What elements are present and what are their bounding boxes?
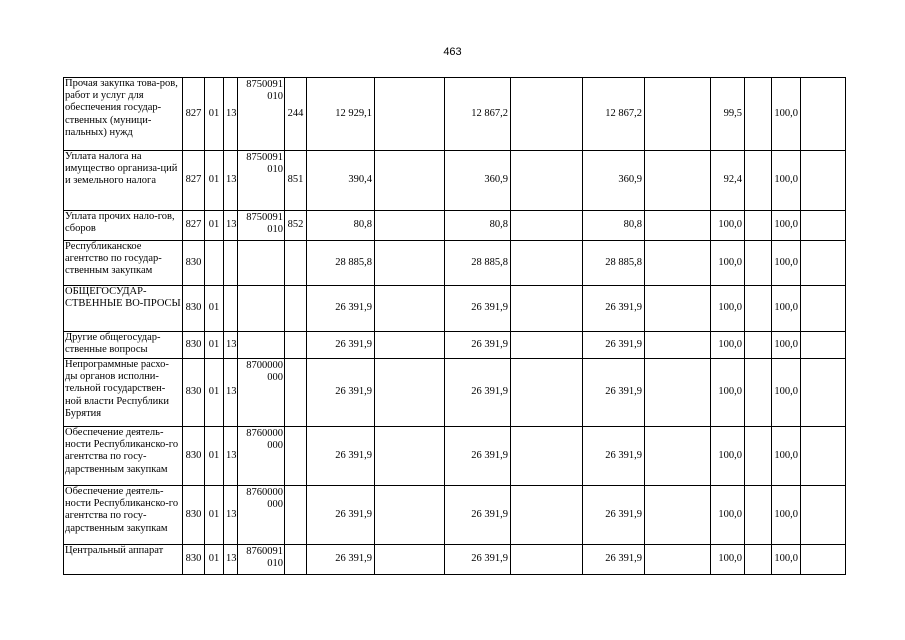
empty-cell (801, 486, 846, 545)
percent-2: 100,0 (772, 241, 801, 286)
value-1: 26 391,9 (307, 427, 375, 486)
empty-cell (511, 241, 583, 286)
value-2: 28 885,8 (445, 241, 511, 286)
budget-table (63, 77, 846, 575)
empty-cell (511, 151, 583, 211)
value-1: 390,4 (307, 151, 375, 211)
value-3: 360,9 (583, 151, 645, 211)
csr-code-line-1: 8760000 (246, 428, 283, 439)
percent-2: 100,0 (772, 427, 801, 486)
empty-cell (745, 427, 772, 486)
pr-code: 13 (224, 211, 238, 241)
empty-cell (645, 332, 711, 359)
percent-2: 100,0 (772, 332, 801, 359)
percent-1: 100,0 (711, 486, 745, 545)
percent-2: 100,0 (772, 286, 801, 332)
empty-cell (375, 359, 445, 427)
percent-1: 92,4 (711, 151, 745, 211)
pr-code: 13 (224, 151, 238, 211)
pr-code: 13 (224, 427, 238, 486)
value-3: 28 885,8 (583, 241, 645, 286)
ved-code: 830 (183, 286, 205, 332)
row-name: ОБЩЕГОСУДАР-СТВЕННЫЕ ВО-ПРОСЫ (64, 286, 183, 332)
vr-code: 851 (285, 151, 307, 211)
empty-cell (745, 78, 772, 151)
value-1: 80,8 (307, 211, 375, 241)
table-row (64, 241, 846, 286)
pr-code: 13 (224, 486, 238, 545)
empty-cell (745, 332, 772, 359)
empty-cell (801, 286, 846, 332)
percent-1: 100,0 (711, 427, 745, 486)
table-row (64, 332, 846, 359)
table-row (64, 78, 846, 151)
value-3: 12 867,2 (583, 78, 645, 151)
pr-code: 13 (224, 359, 238, 427)
empty-cell (801, 427, 846, 486)
empty-cell (745, 211, 772, 241)
pr-code: 13 (224, 545, 238, 575)
percent-1: 99,5 (711, 78, 745, 151)
csr-code-line-2: 010 (267, 224, 283, 235)
empty-cell (645, 241, 711, 286)
row-name: Обеспечение деятель-ности Республиканско-го агентства по госу-дарственным закупкам (64, 427, 183, 486)
row-name: Уплата налога на имущество организа-ций и земельного налога (64, 151, 183, 211)
vr-code (285, 332, 307, 359)
ved-code: 830 (183, 241, 205, 286)
empty-cell (801, 332, 846, 359)
row-name: Непрограммные расхо-ды органов исполни-тельной государствен-ной власти Республики Бурятия (64, 359, 183, 427)
vr-code (285, 427, 307, 486)
row-name: Другие общегосудар-ственные вопросы (64, 332, 183, 359)
csr-code-line-1: 8760091 (246, 546, 283, 557)
value-2: 26 391,9 (445, 286, 511, 332)
value-1: 26 391,9 (307, 332, 375, 359)
empty-cell (645, 78, 711, 151)
value-2: 12 867,2 (445, 78, 511, 151)
value-3: 26 391,9 (583, 427, 645, 486)
empty-cell (745, 286, 772, 332)
vr-code: 244 (285, 78, 307, 151)
empty-cell (645, 151, 711, 211)
rz-code: 01 (205, 427, 224, 486)
percent-2: 100,0 (772, 545, 801, 575)
value-3: 26 391,9 (583, 545, 645, 575)
empty-cell (375, 286, 445, 332)
empty-cell (645, 427, 711, 486)
percent-2: 100,0 (772, 78, 801, 151)
csr-code (238, 78, 285, 151)
empty-cell (511, 332, 583, 359)
percent-1: 100,0 (711, 241, 745, 286)
empty-cell (375, 427, 445, 486)
csr-code-line-2: 000 (267, 440, 283, 451)
row-name: Центральный аппарат (64, 545, 183, 575)
value-2: 26 391,9 (445, 427, 511, 486)
csr-code (238, 545, 285, 575)
empty-cell (645, 286, 711, 332)
empty-cell (745, 241, 772, 286)
value-3: 26 391,9 (583, 359, 645, 427)
value-2: 80,8 (445, 211, 511, 241)
table-row (64, 545, 846, 575)
table-row (64, 486, 846, 545)
empty-cell (375, 486, 445, 545)
percent-1: 100,0 (711, 359, 745, 427)
empty-cell (645, 211, 711, 241)
vr-code (285, 359, 307, 427)
rz-code: 01 (205, 286, 224, 332)
ved-code: 830 (183, 486, 205, 545)
pr-code (224, 286, 238, 332)
empty-cell (801, 151, 846, 211)
csr-code-line-2: 000 (267, 499, 283, 510)
empty-cell (375, 241, 445, 286)
empty-cell (645, 359, 711, 427)
ved-code: 830 (183, 332, 205, 359)
csr-code (238, 241, 285, 286)
csr-code-line-1: 8760000 (246, 487, 283, 498)
table-row (64, 211, 846, 241)
csr-code-line-1: 8750091 (246, 152, 283, 163)
ved-code: 830 (183, 545, 205, 575)
row-name: Уплата прочих нало-гов, сборов (64, 211, 183, 241)
empty-cell (745, 151, 772, 211)
rz-code (205, 241, 224, 286)
empty-cell (511, 211, 583, 241)
percent-1: 100,0 (711, 211, 745, 241)
empty-cell (801, 545, 846, 575)
value-3: 26 391,9 (583, 486, 645, 545)
percent-1: 100,0 (711, 545, 745, 575)
empty-cell (801, 359, 846, 427)
csr-code-line-1: 8750091 (246, 212, 283, 223)
pr-code: 13 (224, 78, 238, 151)
table-row (64, 286, 846, 332)
row-name: Республиканское агентство по государ-ственным закупкам (64, 241, 183, 286)
empty-cell (511, 545, 583, 575)
empty-cell (375, 545, 445, 575)
row-name: Прочая закупка това-ров, работ и услуг для обеспечения государ-ственных (муници-пальных) нужд (64, 78, 183, 151)
value-1: 26 391,9 (307, 286, 375, 332)
ved-code: 827 (183, 211, 205, 241)
empty-cell (511, 486, 583, 545)
table-row (64, 427, 846, 486)
rz-code: 01 (205, 332, 224, 359)
percent-2: 100,0 (772, 486, 801, 545)
empty-cell (511, 78, 583, 151)
value-3: 26 391,9 (583, 286, 645, 332)
csr-code-line-1: 8750091 (246, 79, 283, 90)
percent-1: 100,0 (711, 332, 745, 359)
value-2: 26 391,9 (445, 545, 511, 575)
csr-code (238, 486, 285, 545)
csr-code (238, 286, 285, 332)
table-row (64, 151, 846, 211)
value-1: 26 391,9 (307, 545, 375, 575)
empty-cell (801, 241, 846, 286)
empty-cell (375, 151, 445, 211)
vr-code (285, 545, 307, 575)
csr-code (238, 151, 285, 211)
percent-2: 100,0 (772, 359, 801, 427)
empty-cell (375, 78, 445, 151)
percent-1: 100,0 (711, 286, 745, 332)
csr-code-line-2: 010 (267, 558, 283, 569)
csr-code (238, 427, 285, 486)
empty-cell (511, 359, 583, 427)
value-2: 26 391,9 (445, 359, 511, 427)
csr-code (238, 332, 285, 359)
row-name: Обеспечение деятель-ности Республиканско-го агентства по госу-дарственным закупкам (64, 486, 183, 545)
empty-cell (511, 427, 583, 486)
rz-code: 01 (205, 359, 224, 427)
empty-cell (511, 286, 583, 332)
value-3: 26 391,9 (583, 332, 645, 359)
table-row (64, 359, 846, 427)
empty-cell (745, 486, 772, 545)
empty-cell (645, 545, 711, 575)
rz-code: 01 (205, 486, 224, 545)
value-1: 26 391,9 (307, 359, 375, 427)
ved-code: 827 (183, 78, 205, 151)
empty-cell (375, 332, 445, 359)
pr-code (224, 241, 238, 286)
rz-code: 01 (205, 545, 224, 575)
value-3: 80,8 (583, 211, 645, 241)
rz-code: 01 (205, 78, 224, 151)
rz-code: 01 (205, 211, 224, 241)
percent-2: 100,0 (772, 151, 801, 211)
vr-code (285, 241, 307, 286)
percent-2: 100,0 (772, 211, 801, 241)
rz-code: 01 (205, 151, 224, 211)
empty-cell (801, 78, 846, 151)
empty-cell (645, 486, 711, 545)
value-2: 26 391,9 (445, 486, 511, 545)
ved-code: 830 (183, 427, 205, 486)
csr-code-line-2: 000 (267, 372, 283, 383)
csr-code-line-2: 010 (267, 164, 283, 175)
empty-cell (801, 211, 846, 241)
value-1: 28 885,8 (307, 241, 375, 286)
csr-code-line-2: 010 (267, 91, 283, 102)
page-number: 463 (443, 46, 462, 58)
empty-cell (745, 359, 772, 427)
vr-code (285, 486, 307, 545)
empty-cell (375, 211, 445, 241)
vr-code (285, 286, 307, 332)
value-2: 26 391,9 (445, 332, 511, 359)
pr-code: 13 (224, 332, 238, 359)
csr-code-line-1: 8700000 (246, 360, 283, 371)
csr-code (238, 359, 285, 427)
ved-code: 827 (183, 151, 205, 211)
value-1: 26 391,9 (307, 486, 375, 545)
csr-code (238, 211, 285, 241)
ved-code: 830 (183, 359, 205, 427)
value-1: 12 929,1 (307, 78, 375, 151)
empty-cell (745, 545, 772, 575)
value-2: 360,9 (445, 151, 511, 211)
vr-code: 852 (285, 211, 307, 241)
